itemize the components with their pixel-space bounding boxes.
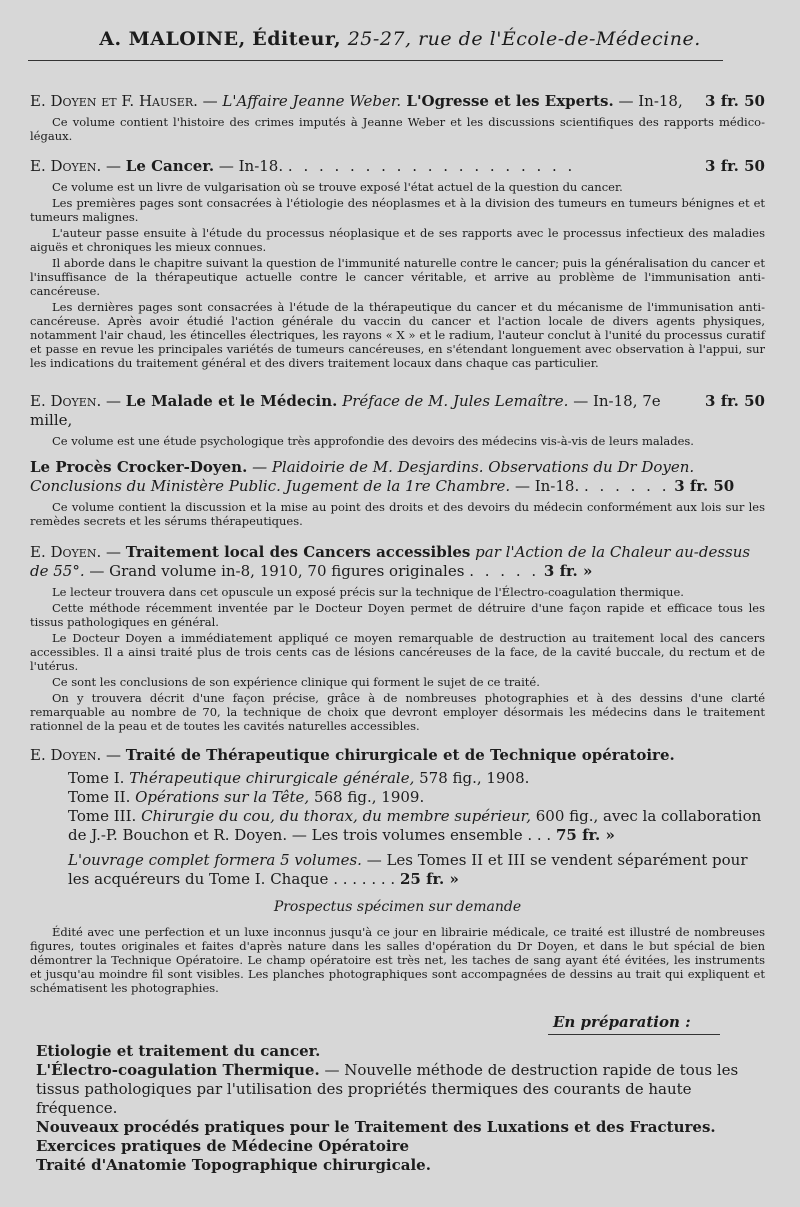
dot-leader: . . . . . .	[584, 477, 670, 495]
dot-leader: . . . . . . . . . . . . . . . . . . .	[287, 157, 576, 175]
preparation-item-title: Etiologie et traitement du cancer.	[36, 1042, 321, 1060]
entry-title-italic: Préface de M. Jules Lemaître.	[337, 392, 569, 410]
complete-work-note	[30, 851, 765, 889]
description-paragraph: Ce volume est un livre de vulgarisation où se trouve exposé l'état actuel de la question du cancer.	[52, 180, 623, 194]
entry-separator: —	[101, 746, 126, 764]
preparation-item-title: Exercices pratiques de Médecine Opératoire	[36, 1137, 410, 1155]
description-paragraph: Le lecteur trouvera dans cet opuscule un exposé précis sur la technique de l'Électro-coagulation thermique.	[52, 585, 684, 599]
preparation-list	[36, 1042, 774, 1175]
publisher-header	[0, 28, 800, 50]
entry-title-bold: Le Procès Crocker-Doyen.	[30, 458, 248, 476]
catalog-entry	[30, 543, 765, 735]
entry-description	[30, 585, 765, 733]
entry-author: E. Doyen.	[30, 157, 102, 175]
preparation-item	[36, 1061, 774, 1118]
description-paragraph: Ce sont les conclusions de son expérience clinique qui forment le sujet de ce traité.	[52, 675, 540, 689]
entry-format: — In-18, 7e mille,	[30, 392, 661, 429]
entry-price: 3 fr. 50	[705, 392, 765, 410]
catalog-entry	[30, 458, 765, 530]
catalog-entry	[30, 746, 765, 997]
description-paragraph: L'auteur passe ensuite à l'étude du processus néoplasique et de ses rapports avec le processus infectieux des maladies aiguës et chroniques les mieux connues.	[30, 226, 765, 254]
entry-title-italic: par l'Action de la Chaleur au-dessus de 55°.	[30, 543, 751, 580]
tome-label: Tome III.	[68, 807, 137, 825]
entry-price: 3 fr. 50	[674, 477, 735, 495]
catalog-entry	[30, 157, 765, 372]
publisher-name: A. MALOINE,	[99, 28, 246, 50]
entry-separator: —	[101, 157, 126, 175]
entry-separator: —	[101, 392, 126, 410]
catalog-entry	[30, 92, 765, 145]
description-paragraph: Les premières pages sont consacrées à l'étiologie des néoplasmes et à la division des tumeurs en tumeurs bénignes et et tumeurs malignes.	[30, 196, 765, 224]
preparation-item-title: L'Électro-coagulation Thermique.	[36, 1061, 320, 1079]
description-paragraph: Ce volume contient la discussion et la mise au point des droits et des devoirs du médecin conformément aux lois sur les remèdes secrets et les sérums thérapeutiques.	[30, 500, 765, 528]
preparation-heading: En préparation :	[553, 1013, 691, 1031]
entry-title-bold: Le Malade et le Médecin.	[125, 392, 338, 410]
entry-title-italic: L'Affaire Jeanne Weber.	[222, 92, 402, 110]
description-paragraph: Le Docteur Doyen a immédiatement appliqué ce moyen remarquable de destruction au traitement local des cancers accessibles. Il a ainsi traité plus de trois cents cas de lésions cancéreuses de la face, de la cavité buccale, du rectum et de l'utérus.	[30, 631, 765, 673]
entry-description	[30, 180, 765, 370]
preparation-item	[36, 1118, 774, 1137]
entry-format: — Grand volume in-8, 1910, 70 figures originales	[84, 562, 465, 580]
entry-title-bold: Le Cancer.	[125, 157, 215, 175]
tome-details: 568 fig., 1909.	[309, 788, 425, 806]
tome-details: 600 fig., avec la collaboration de J.-P. Bouchon et R. Doyen. — Les trois volumes ensemble	[68, 807, 762, 844]
entry-heading	[30, 746, 765, 765]
entry-title-italic: — Plaidoirie de M. Desjardins. Observations du Dr Doyen. Conclusions du Ministère Public. Jugement de la 1re Chambre.	[30, 458, 695, 495]
publisher-address: 25-27, rue de l'École-de-Médecine.	[347, 28, 701, 50]
entry-heading	[30, 392, 765, 430]
entry-heading	[30, 458, 765, 496]
dot-leader: . . . . . . .	[333, 870, 396, 888]
entry-author: E. Doyen et F. Hauser.	[30, 92, 198, 110]
entry-author: E. Doyen.	[30, 543, 102, 561]
dot-leader: . . .	[527, 826, 552, 844]
tome-price: 75 fr. »	[555, 826, 615, 844]
description-paragraph: On y trouvera décrit d'une façon précise, grâce à de nombreuses photographies et à des dessins d'une clarté remarquable au nombre de 70, la technique de choix que devront employer désormais les médecins dans le traitement rationnel de la peau et de toutes les cavités naturelles accessibles.	[30, 691, 765, 733]
tome-title: Thérapeutique chirurgicale générale,	[124, 769, 415, 787]
entry-author: E. Doyen.	[30, 746, 102, 764]
description-paragraph: Ce volume est une étude psychologique très approfondie des devoirs des médecins vis-à-vis de leurs malades.	[52, 434, 694, 448]
entry-description	[30, 115, 765, 143]
tome-line	[30, 788, 765, 807]
entry-heading	[30, 543, 765, 581]
tome-line	[30, 769, 765, 788]
entry-price: 3 fr. 50	[705, 92, 765, 110]
description-paragraph: Cette méthode récemment inventée par le Docteur Doyen permet de détruire d'une façon rapide et efficace tous les tissus pathologiques en général.	[30, 601, 765, 629]
entry-heading	[30, 92, 765, 111]
preparation-item-desc: — Nouvelle méthode de destruction rapide de tous les tissus pathologiques par l'utilisation des propriétés thermiques des courants de haute fréquence.	[36, 1061, 739, 1117]
description-paragraph: Les dernières pages sont consacrées à l'étude de la thérapeutique du cancer et du mécanisme de l'immunisation anti-cancéreuse. Après avoir étudié l'action générale du vaccin du cancer et l'action locale de divers agents physiques, notamment l'air chaud, les étincelles électriques, les rayons « X » et le radium, l'auteur conclut à l'unité du processus curatif et passe en revue les principales variétés de tumeurs cancéreuses, en s'étendant longuement avec observation à l'appui, sur les indications du traitement général et des divers traitement locaux dans chaque cas particulier.	[30, 300, 765, 370]
preparation-item	[36, 1137, 774, 1156]
tome-details: 578 fig., 1908.	[414, 769, 530, 787]
entry-heading	[30, 157, 765, 176]
entry-title-bold: Traitement local des Cancers accessibles	[125, 543, 471, 561]
header-rule	[28, 60, 723, 61]
prospectus-note: Prospectus spécimen sur demande	[273, 899, 522, 915]
complete-work-text: — Les Tomes II et III se vendent séparément pour les acquéreurs du Tome I. Chaque	[68, 851, 748, 888]
entry-format: — In-18.	[214, 157, 284, 175]
entry-description	[30, 925, 765, 995]
entry-title-bold: L'Ogresse et les Experts.	[401, 92, 614, 110]
entry-title-bold: Traité de Thérapeutique chirurgicale et de Technique opératoire.	[125, 746, 675, 764]
preparation-item-title: Traité d'Anatomie Topographique chirurgicale.	[36, 1156, 431, 1174]
preparation-rule	[548, 1034, 720, 1035]
entry-price: 3 fr. »	[543, 562, 593, 580]
complete-work-price: 25 fr. »	[399, 870, 459, 888]
description-paragraph: Il aborde dans le chapitre suivant la question de l'immunité naturelle contre le cancer; puis la généralisation du cancer et l'insuffisance de la thérapeutique actuelle contre le cancer véritable, et arrive au problème de l'immunisation anti-cancéreuse.	[30, 256, 765, 298]
entry-description	[30, 500, 765, 528]
entry-format: — In-18.	[510, 477, 580, 495]
tome-label: Tome I.	[68, 769, 125, 787]
entry-separator: —	[101, 543, 126, 561]
tome-line	[30, 807, 765, 845]
preparation-item	[36, 1042, 774, 1061]
tome-label: Tome II.	[68, 788, 131, 806]
entry-author: E. Doyen.	[30, 392, 102, 410]
tome-title: Chirurgie du cou, du thorax, du membre supérieur,	[136, 807, 531, 825]
dot-leader: . . . . .	[469, 562, 540, 580]
tome-title: Opérations sur la Tête,	[130, 788, 310, 806]
description-paragraph: Édité avec une perfection et un luxe inconnus jusqu'à ce jour en librairie médicale, ce traité est illustré de nombreuses figures, toutes originales et faites d'après nature dans les salles d'opération du Dr Doyen, et dans le but spécial de bien démontrer la Technique Opératoire. Le champ opératoire est très net, les taches de sang ayant été évitées, les instruments et jusqu'au moindre fil sont visibles. Les planches photographiques sont accompagnées de dessins au trait qui expliquent et schématisent les photographies.	[30, 925, 765, 995]
entry-description	[30, 434, 765, 448]
entry-price: 3 fr. 50	[705, 157, 765, 175]
publisher-role: Éditeur,	[252, 28, 342, 50]
catalog-entry	[30, 392, 765, 450]
preparation-item-title: Nouveaux procédés pratiques pour le Traitement des Luxations et des Fractures.	[36, 1118, 716, 1136]
complete-work-italic: L'ouvrage complet formera 5 volumes.	[68, 851, 362, 869]
entry-format: — In-18,	[613, 92, 683, 110]
description-paragraph: Ce volume contient l'histoire des crimes imputés à Jeanne Weber et les discussions scientifiques des rapports médico-légaux.	[30, 115, 765, 143]
preparation-item	[36, 1156, 774, 1175]
entry-separator: —	[197, 92, 223, 110]
